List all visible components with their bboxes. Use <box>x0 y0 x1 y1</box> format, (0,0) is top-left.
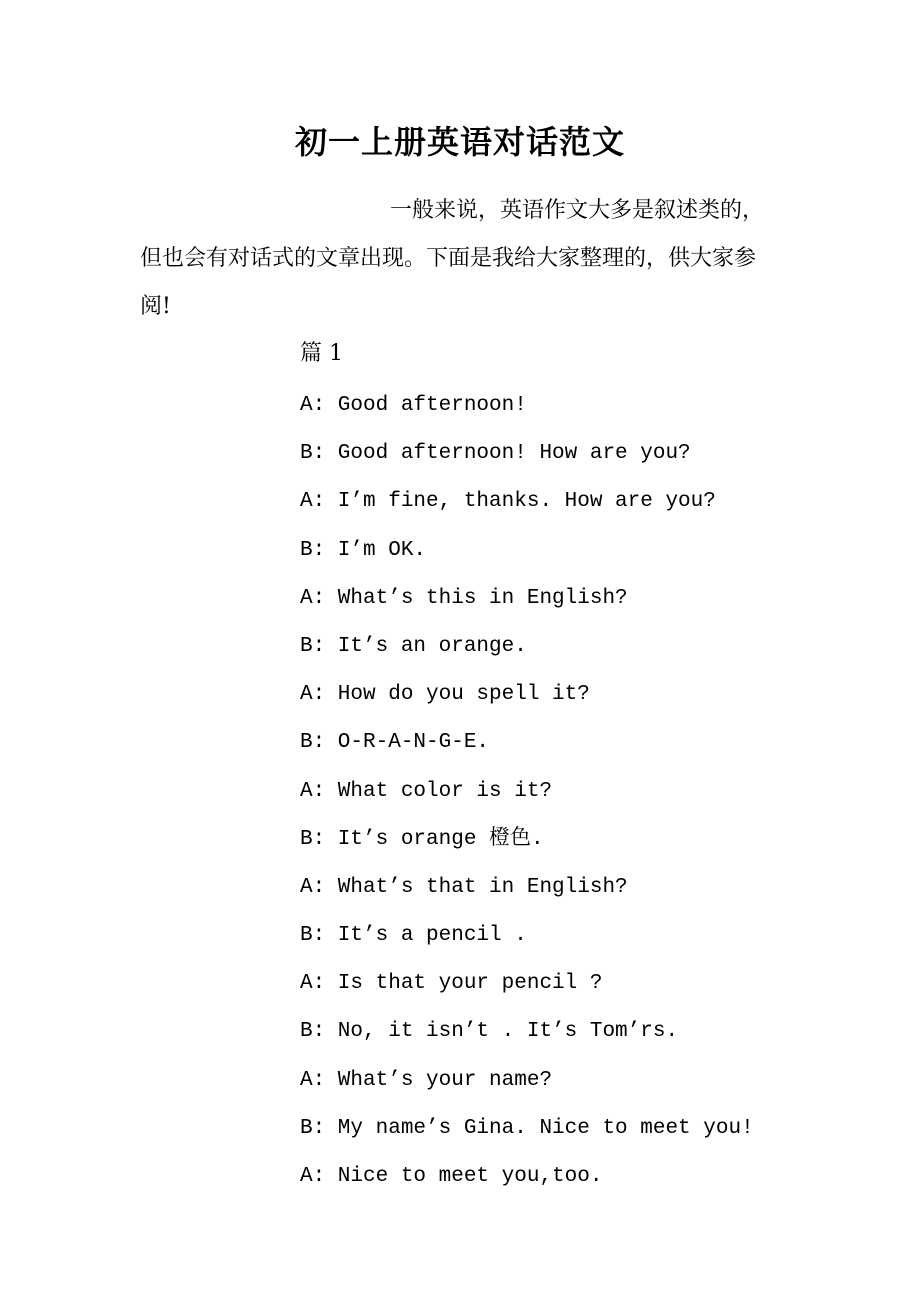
dialogue-line: A: I’m fine, thanks. How are you? <box>300 490 716 514</box>
intro-paragraph <box>140 187 780 331</box>
section-label: 篇 1 <box>300 341 343 366</box>
intro-text: 一般来说，英语作文大多是叙述类的，但也会有对话式的文章出现。下面是我给大家整理的，供大家参阅! <box>140 198 765 319</box>
dialogue-line: B: It’s an orange. <box>300 634 527 658</box>
dialogue-line: A: What color is it? <box>300 779 553 803</box>
dialogue-line: B: It’s orange 橙色. <box>300 827 544 851</box>
dialogue-line: B: No, it isn’t . It’s Tom’rs. <box>300 1020 679 1044</box>
dialogue-line: A: What’s your name? <box>300 1068 553 1092</box>
dialogue-line: B: It’s a pencil . <box>300 924 527 948</box>
dialogue-list <box>300 382 860 1201</box>
document-title: 初一上册英语对话范文 <box>294 123 625 161</box>
dialogue-line: A: Nice to meet you,too. <box>300 1165 603 1188</box>
dialogue-line: A: Is that your pencil ? <box>300 972 603 996</box>
dialogue-line: A: How do you spell it? <box>300 683 590 707</box>
dialogue-line: A: Good afternoon! <box>300 394 527 417</box>
dialogue-line: B: Good afternoon! How are you? <box>300 442 691 466</box>
dialogue-line: B: I’m OK. <box>300 538 427 562</box>
dialogue-line: B: My name’s Gina. Nice to meet you! <box>300 1116 754 1140</box>
dialogue-line: B: O-R-A-N-G-E. <box>300 731 490 755</box>
dialogue-line: A: What’s that in English? <box>300 875 628 899</box>
dialogue-line: A: What’s this in English? <box>300 586 628 610</box>
